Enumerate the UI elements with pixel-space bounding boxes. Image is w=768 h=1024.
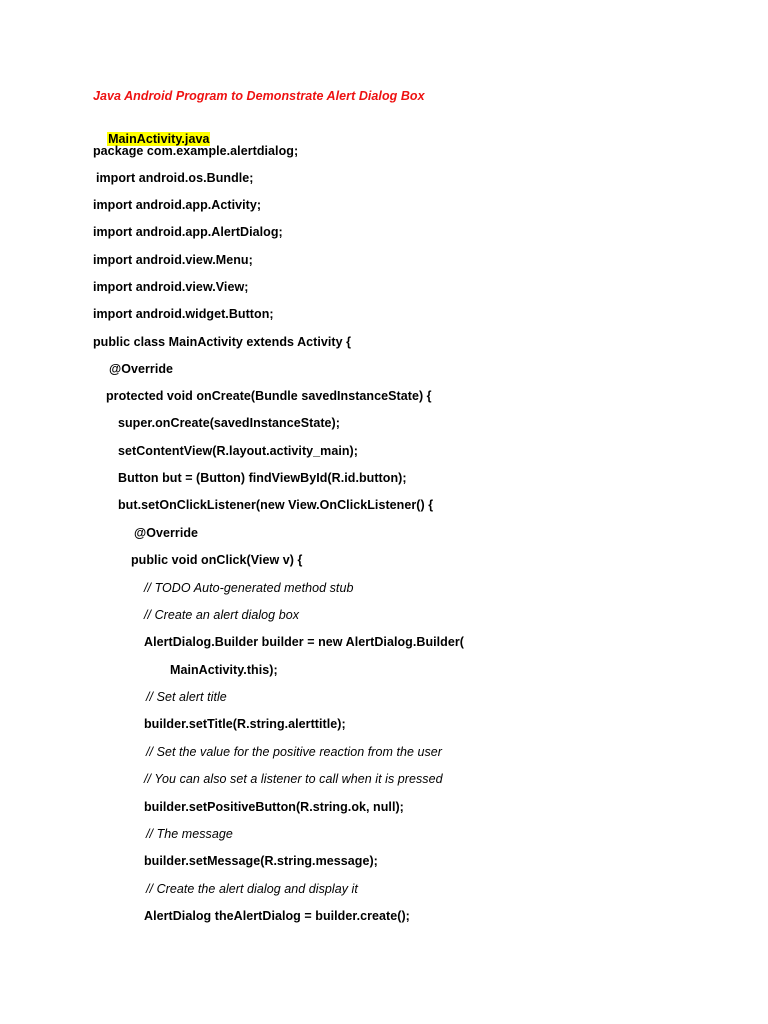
filename-label: MainActivity.java [108,132,210,146]
code-line: public void onClick(View v) { [131,553,303,567]
code-line: super.onCreate(savedInstanceState); [118,416,340,430]
code-line: builder.setPositiveButton(R.string.ok, null); [144,800,404,814]
code-line: @Override [134,526,199,540]
code-line: AlertDialog.Builder builder = new AlertDialog.Builder( [144,635,464,649]
code-line: package com.example.alertdialog; [93,144,299,158]
code-line: setContentView(R.layout.activity_main); [118,444,358,458]
code-line: import android.view.Menu; [93,253,253,267]
code-comment-line: // The message [146,827,233,841]
code-line: import android.widget.Button; [93,307,274,321]
code-line: import android.os.Bundle; [96,171,254,185]
code-comment-line: // Create an alert dialog box [144,608,300,622]
code-comment-line: // You can also set a listener to call when it is pressed [144,772,443,786]
code-comment-line: // Set alert title [146,690,227,704]
code-line: public class MainActivity extends Activity { [93,335,352,349]
code-line: but.setOnClickListener(new View.OnClickListener() { [118,498,434,512]
code-line: Button but = (Button) findViewById(R.id.button); [118,471,407,485]
code-line: import android.view.View; [93,280,249,294]
code-line: @Override [109,362,174,376]
code-line: protected void onCreate(Bundle savedInstanceState) { [106,389,432,403]
code-comment-line: // Create the alert dialog and display it [146,882,358,896]
code-comment-line: // Set the value for the positive reaction from the user [146,745,443,759]
code-line: import android.app.AlertDialog; [93,225,283,239]
code-line: MainActivity.this); [170,663,278,677]
code-line: import android.app.Activity; [93,198,262,212]
code-line: builder.setTitle(R.string.alerttitle); [144,717,346,731]
code-comment-line: // TODO Auto-generated method stub [144,581,354,595]
document-title: Java Android Program to Demonstrate Alert Dialog Box [93,89,425,103]
code-line: AlertDialog theAlertDialog = builder.create(); [144,909,410,923]
code-line: builder.setMessage(R.string.message); [144,854,378,868]
